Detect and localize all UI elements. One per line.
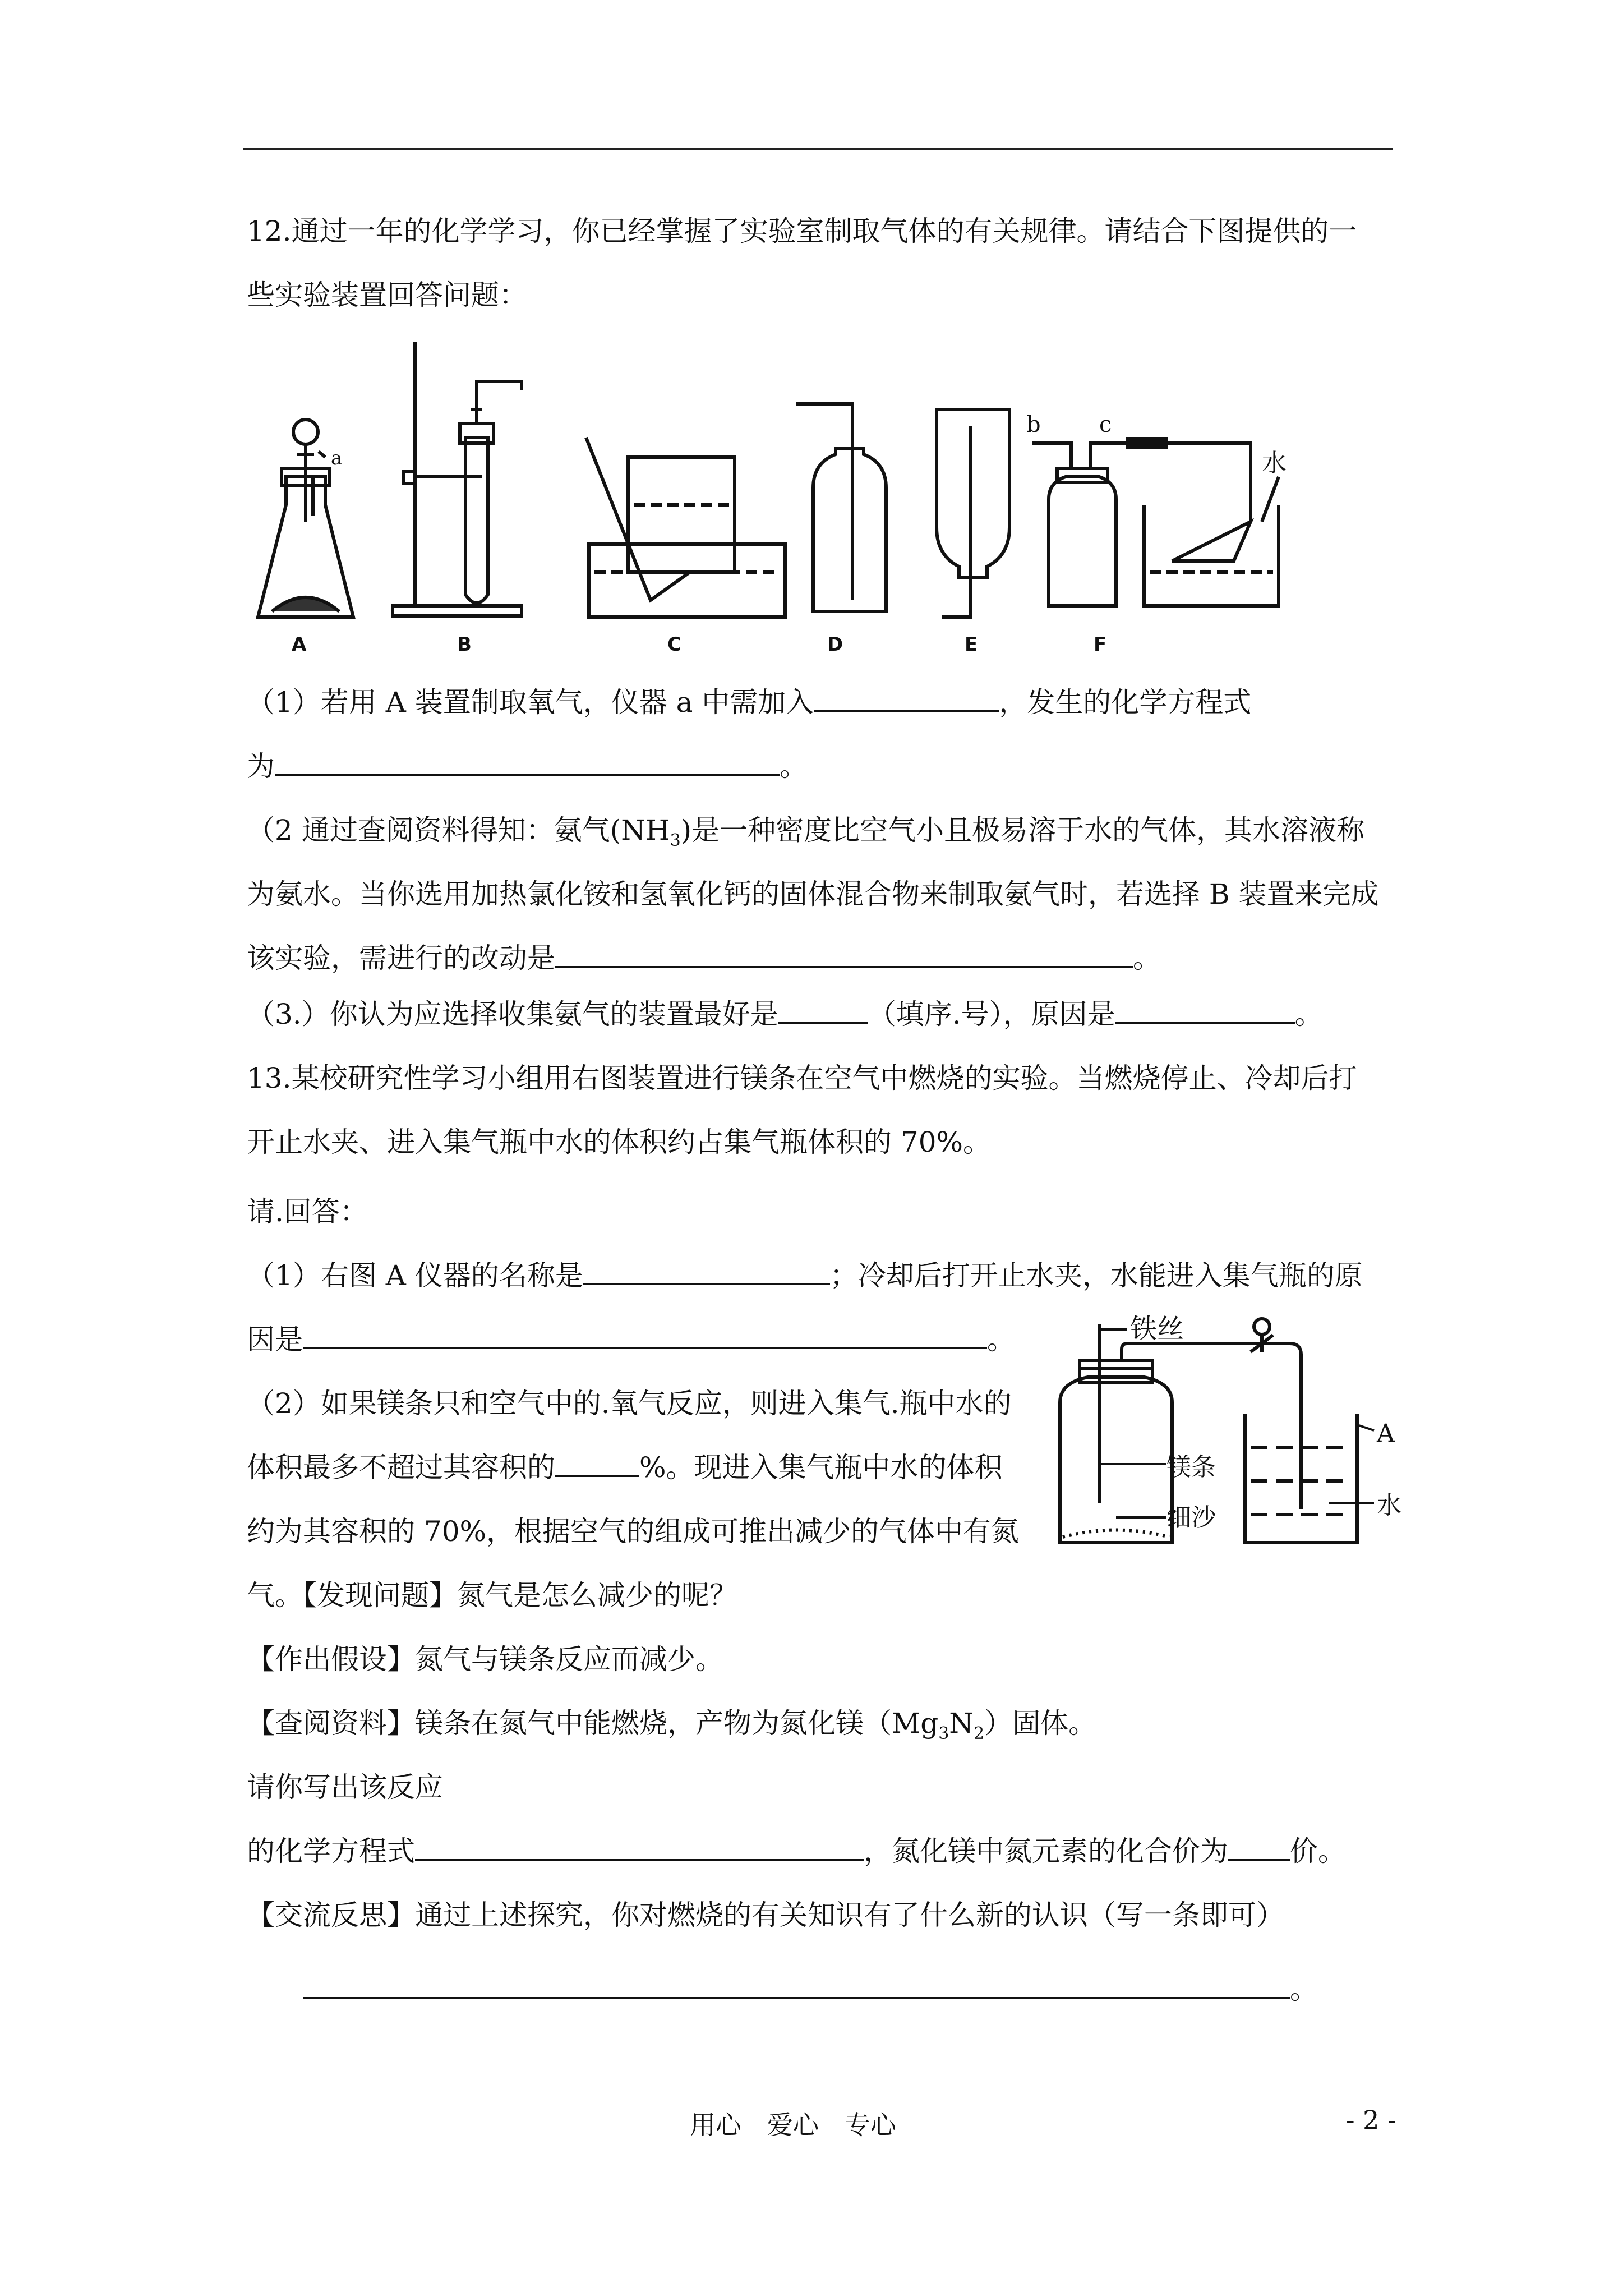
q13-p1-text-c: 因是 [247,1323,303,1356]
q12-p2-sub: 3 [670,831,681,850]
q12-intro-line2: 些实验装置回答问题： [247,279,527,311]
footer-page-number: - 2 - [1346,2105,1396,2135]
q13-info-c: ）固体。 [984,1707,1097,1740]
q13-apparatus-figure [1038,1301,1419,1559]
q13-part2-line2 [247,1451,1003,1484]
apparatus-a [258,420,353,656]
q13-p1-end: 。 [987,1323,1015,1356]
label-a-lower: a [331,447,343,470]
apparatus-c [586,438,785,656]
label-iron-wire: 铁丝 [1130,1313,1184,1345]
q13-reflect-answer-line [303,1972,1318,2006]
q13-p1-blank-b[interactable] [303,1323,987,1349]
q12-p2-text-b: )是一种密度比空气小且极易溶于水的气体，其水溶液称 [680,814,1365,846]
label-c-lower: c [1099,412,1112,438]
q13-eq-blank-a[interactable] [415,1834,864,1861]
q13-eq-blank-b[interactable] [1228,1834,1290,1861]
q12-part1-line1 [247,685,1251,719]
q13-p2-text-a: 体积最多不超过其容积的 [247,1451,555,1484]
q12-part2-line2: 为氨水。当你选用加热氯化铵和氢氧化钙的固体混合物来制取氨气时，若选择 B 装置来完成 [247,878,1379,910]
q12-part3-line [247,997,1323,1031]
q13-info-sub2: 2 [974,1724,985,1743]
label-D: D [827,633,843,656]
q12-p2-text-c: 该实验，需进行的改动是 [247,942,555,974]
q12-p1-end: 。 [780,750,808,783]
q12-p2-text-a: （2 通过查阅资料得知：氨气(NH [247,814,670,846]
q13-part2-line1: （2）如果镁条只和空气中的.氧气反应，则进入集气.瓶中水的 [247,1387,1012,1420]
q12-intro-line1: 12.通过一年的化学学习，你已经掌握了实验室制取气体的有关规律。请结合下图提供的一 [247,215,1357,247]
q13-info-b: N [949,1707,974,1740]
q13-part2-line3: 约为其容积的 70%，根据空气的组成可推出减少的气体中有氮 [247,1515,1020,1548]
q13-equation-line [247,1834,1346,1868]
label-A: A [292,633,307,656]
q13-line2: 开止水夹、进入集气瓶中水的体积约占集气瓶体积的 70%。 [247,1126,992,1158]
label-mg-strip: 镁条 [1166,1453,1216,1481]
q12-part2-line3 [247,941,1161,975]
apparatus-f [1026,412,1287,656]
footer-motto: 用心 爱心 专心 [690,2110,896,2140]
label-B: B [457,633,472,656]
q12-part1-line2 [247,749,808,783]
q12-p1-blank-b[interactable] [275,749,780,776]
q13-eq-text-c: 价。 [1290,1835,1346,1867]
q13-eq-text-b: ，氮化镁中氮元素的化合价为 [864,1835,1228,1867]
q12-p1-blank-a[interactable] [814,685,999,712]
label-F: F [1094,633,1107,656]
q13-line3: 请.回答： [247,1195,368,1228]
q12-p2-blank[interactable] [555,941,1133,968]
q13-hypothesis: 【作出假设】氮气与镁条反应而减少。 [247,1643,723,1676]
q13-line1: 13.某校研究性学习小组用右图装置进行镁条在空气中燃烧的实验。当燃烧停止、冷却后打 [247,1062,1357,1094]
q12-p3-blank-b[interactable] [1115,997,1295,1024]
q13-p2-text-b: %。现进入集气瓶中水的体积 [639,1451,1003,1484]
label-b-lower: b [1026,412,1041,438]
q13-info-sub1: 3 [938,1724,949,1743]
q13-reflect-blank[interactable] [303,1972,1290,1999]
q13-p2-blank[interactable] [555,1451,639,1477]
q12-p1-text-a: （1）若用 A 装置制取氧气，仪器 a 中需加入 [247,686,814,719]
q12-p3-blank-a[interactable] [778,997,868,1024]
label-C: C [667,633,681,656]
label-water-13: 水 [1377,1491,1401,1520]
q12-p2-end: 。 [1133,942,1161,974]
q13-part1-line1 [247,1259,1363,1292]
q12-apparatus-figure [247,337,1413,662]
q13-reflect-end: 。 [1290,1973,1318,2005]
q13-part1-line2 [247,1323,1015,1356]
apparatus-d [796,404,886,656]
q12-p3-text-b: （填序.号），原因是 [868,998,1115,1030]
q13-info [247,1706,1096,1751]
q13-part2-line4: 气。【发现问题】氮气是怎么减少的呢？ [247,1579,737,1612]
q12-p1-text-c: 为 [247,750,275,783]
q12-p3-text-a: （3.）你认为应选择收集氨气的装置最好是 [247,998,778,1030]
q13-info-a: 【查阅资料】镁条在氮气中能燃烧，产物为氮化镁（Mg [247,1707,939,1740]
header-rule [243,148,1393,150]
q13-p1-blank-a[interactable] [583,1259,830,1285]
apparatus-b [393,342,522,656]
q13-reflect: 【交流反思】通过上述探究，你对燃烧的有关知识有了什么新的认识（写一条即可） [247,1899,1284,1931]
label-E: E [965,633,978,656]
q13-eq-text-a: 的化学方程式 [247,1835,415,1867]
q13-ask: 请你写出该反应 [247,1771,443,1803]
label-A-beaker: A [1377,1419,1395,1448]
q13-p1-text-b: ；冷却后打开止水夹，水能进入集气瓶的原 [829,1259,1363,1292]
q13-p1-text-a: （1）右图 A 仪器的名称是 [247,1259,583,1292]
label-water: 水 [1262,449,1287,477]
q12-p1-text-b: ，发生的化学方程式 [999,686,1252,719]
q12-part2-line1 [247,813,1364,858]
q12-p3-end: 。 [1294,998,1323,1030]
apparatus-e [937,409,1009,656]
label-sand: 细沙 [1166,1503,1216,1532]
